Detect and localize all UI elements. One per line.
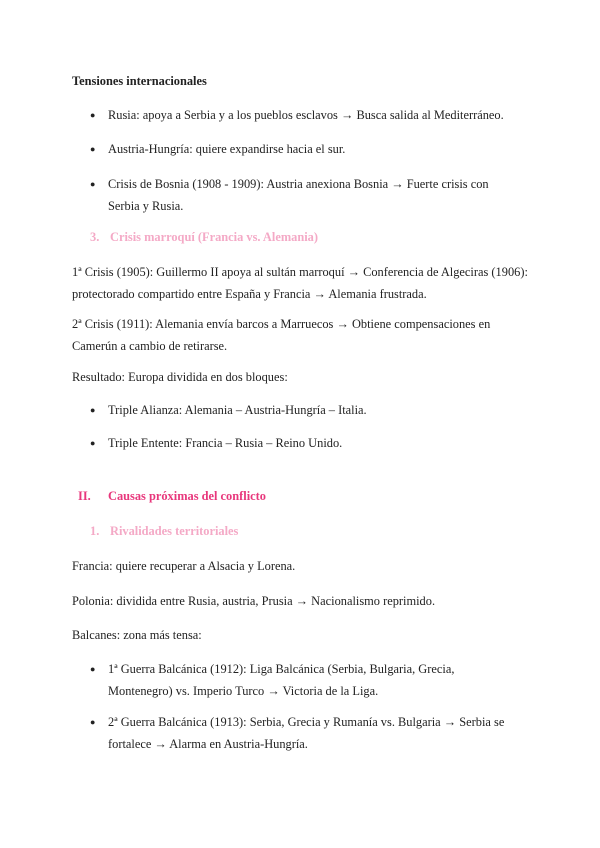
bullet-icon: ● [90, 438, 96, 448]
bullet-icon: ● [90, 144, 96, 154]
bullet-icon: ● [90, 664, 96, 674]
paragraph: Balcanes: zona más tensa: [72, 628, 202, 642]
paragraph: Francia: quiere recuperar a Alsacia y Lorena. [72, 559, 296, 573]
section-heading: Tensiones internacionales [72, 74, 207, 88]
section-heading: II. Causas próximas del conflicto [78, 489, 266, 503]
paragraph: 2ª Crisis (1911): Alemania envía barcos a Marruecos → Obtiene compensaciones en Camerún a cambio de retirarse. [72, 317, 491, 353]
paragraph: Polonia: dividida entre Rusia, austria, Prusia → Nacionalismo reprimido. [72, 594, 436, 608]
document-page: Tensiones internacionales ● Rusia: apoya a Serbia y a los pueblos esclavos → Busca salida al Mediterráneo. ● Austria-Hungría: quiere expandirse hacia el sur. ● Crisis de Bosnia (1908 - 1909): Austria anexiona Bosnia → Fuerte crisis con Serbia y Rusia. 3. Crisis marroquí (Francia vs. Alemania) 1ª Crisis (1905): Guillermo II apoya al sultán marroquí → Conferencia de Algeciras (1906): protectorado compartido entre España y Francia → Alemania frustrada. 2ª Crisis (1911): Alemania envía barcos a Marruecos → Obtiene compensaciones en Camerún a cambio de retirarse. Resultado: Europa dividida en dos bloques: ● Triple Alianza: Alemania – Austria-Hungría – Italia. ● Triple Entente: Francia – Rusia – Reino Unido. II. Causas próximas del conflicto 1. Rivalidades territoriales Francia: quiere recuperar a Alsacia y Lorena. Polonia: dividida entre Rusia, austria, Prusia → Nacionalismo reprimido. Balcanes: zona más tensa: ● 1ª Guerra Balcánica (1912): Liga Balcánica (Serbia, Bulgaria, Grecia, Montenegro) vs. Imperio Turco → Victoria de la Liga. ● 2ª Guerra Balcánica (1913): Serbia, Grecia y Rumanía vs. Bulgaria → Serbia se fortalece → Alarma en Austria-Hungría. [0, 0, 600, 848]
subsection-heading: 1. Rivalidades territoriales [90, 524, 239, 538]
subsection-heading: 3. Crisis marroquí (Francia vs. Alemania) [90, 230, 318, 244]
paragraph: 1ª Crisis (1905): Guillermo II apoya al sultán marroquí → Conferencia de Algeciras (1906): protectorado compartido entre España y Francia → Alemania frustrada. [72, 265, 528, 301]
bullet-icon: ● [90, 110, 96, 120]
bullet-icon: ● [90, 717, 96, 727]
bullet-icon: ● [90, 405, 96, 415]
paragraph: Resultado: Europa dividida en dos bloques: [72, 370, 288, 384]
bullet-icon: ● [90, 179, 96, 189]
